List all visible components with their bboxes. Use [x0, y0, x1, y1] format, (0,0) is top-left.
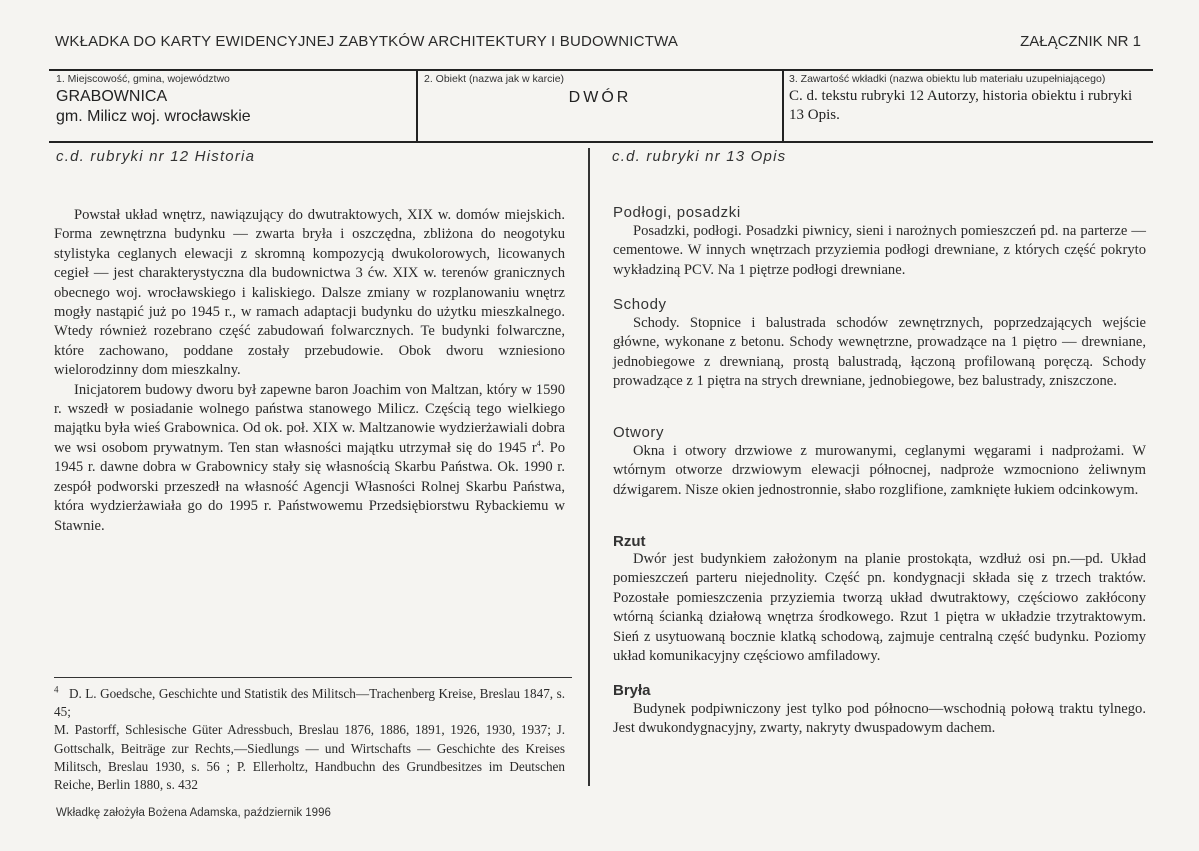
- history-paragraph-2-b: . Po 1945 r. dawne dobra w Grabownicy stały się własnością Skarbu Państwa. Ok. 1990 r. zespół podworski przeszedł na własność Agencji Własności Rolnej Skarbu Państwa, która wydzierżawiała go do 1995 r. Państwowemu Przedsiębiorstwu Rybackiemu w Stawnie.: [54, 439, 566, 534]
- author-note: Wkładkę założyła Bożena Adamska, październik 1996: [56, 807, 331, 819]
- field-divider-2: [782, 70, 784, 142]
- object-name: DWÓR: [568, 89, 632, 106]
- footnote-number: 4: [54, 684, 59, 695]
- content-value: C. d. tekstu rubryki 12 Autorzy, historia obiektu i rubryki 13 Opis.: [789, 88, 1133, 123]
- history-paragraph-1: Powstał układ wnętrz, nawiązujący do dwutraktowych, XIX w. domów miejskich. Forma zewnętrzna budynku — zwarta bryła i oszczędna, zbliżona do neogotyku stylistyka ceglanych elewacji z skromną kompozycją dwukolorowych, licowanych cegieł — jest charakterystyczna dla budownictwa 3 ćw. XIX w. terenów granicznych obecnego woj. wrocławskiego i kaliskiego. Dalsze zmiany w rozplanowaniu wnętrz mogły nastąpić już po 1945 r., w ramach adaptacji budynku do użytku mieszkalnego. Wtedy również rozebrano część zabudowań folwarcznych. Te budynki folwarczne, które zachowano, poddane zostały przebudowie. Obok dworu wzniesiono wielorodzinny dom mieszkalny.: [54, 207, 565, 379]
- section-text-openings: [613, 442, 1146, 500]
- location-label: 1. Miejscowość, gmina, województwo: [56, 73, 230, 85]
- section-title-floors: Podłogi, posadzki: [613, 204, 741, 221]
- history-paragraph-2: [54, 381, 565, 536]
- location-village: GRABOWNICA: [56, 88, 168, 105]
- footnote-2: M. Pastorff, Schlesische Güter Adressbuch, Breslau 1876, 1886, 1891, 1926, 1930, 1937; J. Gottschalk, Beiträge zur Rechts,—Siedlungs — und Wirtschafts — Geschichte des Kreises Militsch, Breslau 1930, s. 56 ; P. Ellerholtz, Handbuchn des Grundbesitzes im Deutschen Reiche, Berlin 1880, s. 432: [54, 722, 565, 793]
- stairs-paragraph: Schody. Stopnice i balustrada schodów zewnętrznych, poprzedzających wejście główne, wykonane z betonu. Schody wewnętrzne, prowadzące na 1 piętro — drewniane, jednobiegowe z drewnianą, prostą balustradą, łączoną profilowaną poręczą. Schody prowadzące z 1 piętra na strych drewniane, jednobiegowe, bez balustrady, zniszczone.: [613, 315, 1146, 390]
- floors-paragraph: Posadzki, podłogi. Posadzki piwnicy, sieni i narożnych pomieszczeń pd. na parterze — cementowe. W innych wnętrzach przyziemia podłogi drewniane, z których część pokryto wykładziną PCV. Na 1 piętrze podłogi drewniane.: [613, 223, 1146, 278]
- section-text-floors: [613, 222, 1146, 280]
- footnotes: [54, 685, 565, 794]
- section-title-stairs: Schody: [613, 296, 667, 313]
- description-heading: c.d. rubryki nr 13 Opis: [612, 148, 787, 165]
- section-text-plan: [613, 550, 1146, 666]
- plan-paragraph: Dwór jest budynkiem założonym na planie prostokąta, wzdłuż osi pn.—pd. Układ pomieszczeń parteru niejednolity. Część pn. kondygnacji składa się z trzech traktów. Pozostałe pomieszczenia przyziemia tworzą układ dwutraktowy, częściowo zakłócony wtórną ścianką działową wnętrza środkowego. Rzut 1 piętra w układzie trzytraktowym. Sień z usytuowaną bocznie klatką schodową, zajmuje centralną część budynku. Poziomy układ komunikacyjny częściowo amfiladowy.: [613, 551, 1146, 665]
- massing-paragraph: Budynek podpiwniczony jest tylko pod północno—wschodnią połową traktu tylnego. Jest dwukondygnacyjny, zwarty, nakryty dwuspadowym dachem.: [613, 701, 1146, 737]
- footnote-rule: [54, 677, 572, 678]
- footnote-1: [54, 685, 565, 721]
- location-commune: gm. Milicz woj. wrocławskie: [56, 108, 251, 125]
- footnote-reference: 4: [536, 439, 541, 449]
- section-title-openings: Otwory: [613, 424, 665, 441]
- history-heading: c.d. rubryki nr 12 Historia: [56, 148, 256, 165]
- section-title-plan: Rzut: [613, 533, 646, 550]
- openings-paragraph: Okna i otwory drzwiowe z murowanymi, ceglanymi węgarami i nadprożami. W wtórnym otworze drzwiowym elewacji północnej, nadproże wzmocniono żeliwnym dźwigarem. Nisze okien jednostronnie, słabo rozglifione, zamknięte łukiem odcinkowym.: [613, 443, 1146, 498]
- annex-number: ZAŁĄCZNIK NR 1: [1020, 33, 1141, 50]
- document-title: WKŁADKA DO KARTY EWIDENCYJNEJ ZABYTKÓW ARCHITEKTURY I BUDOWNICTWA: [55, 33, 679, 50]
- footnote-1-text: D. L. Goedsche, Geschichte und Statistik des Militsch—Trachenberg Kreise, Breslau 1847, s. 45;: [54, 686, 565, 720]
- field-bottom-rule: [49, 141, 1153, 143]
- section-text-stairs: [613, 314, 1146, 392]
- object-label: 2. Obiekt (nazwa jak w karcie): [424, 73, 565, 85]
- field-top-rule: [49, 69, 1153, 71]
- history-text: [54, 206, 565, 536]
- history-paragraph-2-a: Inicjatorem budowy dworu był zapewne baron Joachim von Maltzan, który w 1590 r. wszedł w posiadanie wolnego państwa stanowego Milicz. Częścią tego wielkiego majątku była wieś Grabownica. Od ok. poł. XIX w. Maltzanowie wydzierżawiali dobra we wsi osobom prywatnym. Ten stan własności majątku utrzymał się do 1945 r: [54, 381, 565, 456]
- column-divider: [588, 148, 590, 786]
- section-text-massing: [613, 700, 1146, 739]
- content-label: 3. Zawartość wkładki (nazwa obiektu lub materiału uzupełniającego): [789, 73, 1106, 85]
- section-title-massing: Bryła: [613, 682, 651, 699]
